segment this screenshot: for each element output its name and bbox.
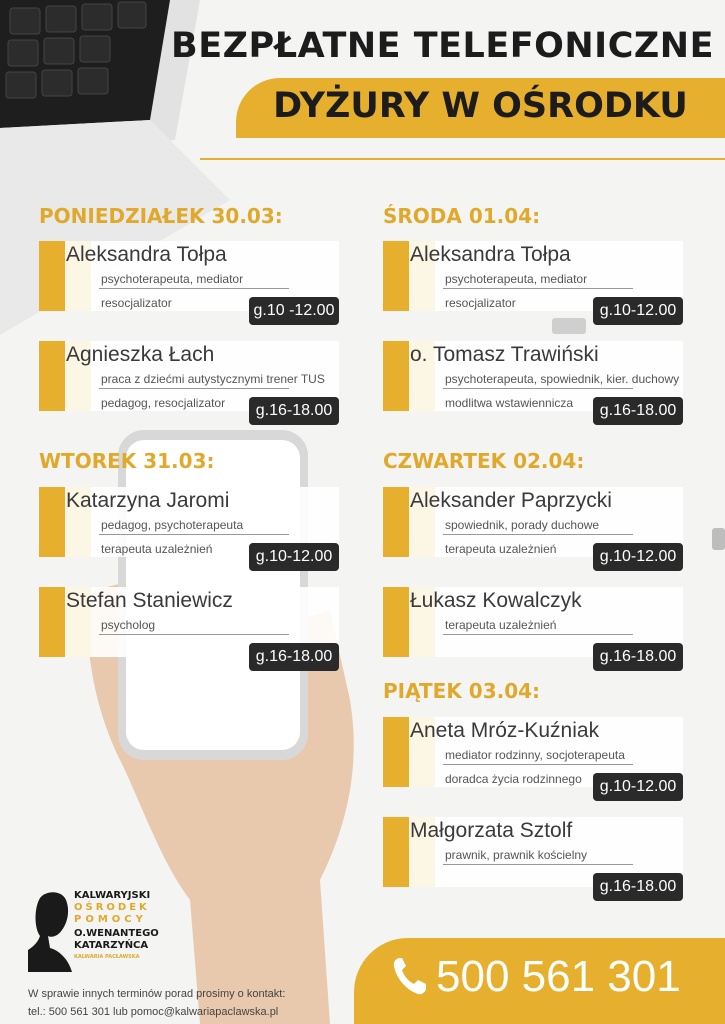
entry-role-secondary: terapeuta uzależnień — [445, 542, 557, 556]
entry-role: spowiednik, porady duchowe — [445, 518, 600, 532]
portrait-icon — [28, 888, 74, 972]
entry-role: pedagog, psychoterapeuta — [101, 518, 244, 532]
entry-name: Agnieszka Łach — [66, 343, 215, 366]
entry-role: prawnik, prawnik kościelny — [445, 848, 588, 862]
entry-name: Aneta Mróz-Kuźniak — [410, 719, 600, 742]
logo-line6: KALWARIA PACŁAWSKA — [74, 954, 140, 960]
entry-time-badge: g.10-12.00 — [593, 543, 683, 571]
contact-line2[interactable]: tel.: 500 561 301 lub pomoc@kalwariapaclawska.pl — [28, 1006, 279, 1018]
contact-info — [28, 985, 285, 1021]
entry-time-badge: g.16-18.00 — [593, 643, 683, 671]
entry-role: terapeuta uzależnień — [445, 618, 557, 632]
entry-name: Małgorzata Sztolf — [410, 819, 573, 842]
schedule-entry — [39, 587, 339, 669]
logo-line1: KALWARYJSKI — [74, 890, 151, 901]
schedule-entry — [383, 717, 683, 799]
schedule-entry — [39, 241, 339, 323]
schedule-entry — [383, 341, 683, 423]
entry-role: praca z dziećmi autystycznymi trener TUS — [101, 372, 325, 386]
entry-role: psychoterapeuta, mediator — [445, 272, 588, 286]
header-title-line2: DYŻURY W OŚRODKU — [273, 86, 688, 126]
entry-divider — [443, 534, 633, 535]
entry-divider — [443, 764, 633, 765]
entry-time-badge: g.16-18.00 — [593, 397, 683, 425]
phone-icon — [392, 956, 428, 996]
entry-time-badge: g.10-12.00 — [593, 773, 683, 801]
schedule-entry — [383, 241, 683, 323]
day-heading-friday: PIĄTEK 03.04: — [383, 679, 541, 703]
entry-time-badge: g.16-18.00 — [593, 873, 683, 901]
header-divider — [200, 158, 725, 160]
entry-name: o. Tomasz Trawiński — [410, 343, 599, 366]
schedule-entry — [39, 341, 339, 423]
entry-role: psycholog — [101, 618, 156, 632]
entry-divider — [443, 388, 633, 389]
logo-line3: POMOCY — [74, 914, 147, 925]
entry-name: Łukasz Kowalczyk — [410, 589, 582, 612]
entry-time-badge: g.10 -12.00 — [249, 297, 339, 325]
entry-divider — [99, 534, 289, 535]
entry-divider — [99, 288, 289, 289]
entry-name: Stefan Staniewicz — [66, 589, 233, 612]
schedule-entry — [383, 587, 683, 669]
schedule-entry — [39, 487, 339, 569]
organization-logo — [28, 888, 168, 972]
entry-role-secondary: resocjalizator — [101, 296, 172, 310]
day-heading-thursday: CZWARTEK 02.04: — [383, 449, 585, 473]
entry-divider — [99, 388, 289, 389]
entry-divider — [443, 864, 633, 865]
entry-role-secondary: doradca życia rodzinnego — [445, 772, 582, 786]
entry-time-badge: g.16-18.00 — [249, 643, 339, 671]
entry-role-secondary: terapeuta uzależnień — [101, 542, 213, 556]
entry-name: Aleksander Paprzycki — [410, 489, 612, 512]
entry-role-secondary: modlitwa wstawiennicza — [445, 396, 574, 410]
entry-divider — [99, 634, 289, 635]
entry-role: psychoterapeuta, spowiednik, kier. duchowy — [445, 372, 680, 386]
header-title-line1: BEZPŁATNE TELEFONICZNE — [171, 26, 714, 66]
entry-time-badge: g.10-12.00 — [249, 543, 339, 571]
day-heading-wednesday: ŚRODA 01.04: — [383, 204, 541, 228]
entry-name: Katarzyna Jaromi — [66, 489, 230, 512]
logo-line4: O.WENANTEGO — [74, 928, 159, 939]
entry-time-badge: g.10-12.00 — [593, 297, 683, 325]
entry-role: mediator rodzinny, socjoterapeuta — [445, 748, 625, 762]
day-heading-tuesday: WTOREK 31.03: — [39, 449, 215, 473]
entry-role-secondary: pedagog, resocjalizator — [101, 396, 226, 410]
contact-line1: W sprawie innych terminów porad prosimy o kontakt: — [28, 988, 286, 1000]
entry-name: Aleksandra Tołpa — [66, 243, 227, 266]
schedule-entry — [383, 817, 683, 899]
entry-time-badge: g.16-18.00 — [249, 397, 339, 425]
day-heading-monday: PONIEDZIAŁEK 30.03: — [39, 204, 283, 228]
entry-divider — [443, 288, 633, 289]
phone-number[interactable]: 500 561 301 — [436, 952, 681, 1001]
logo-line5: KATARZYŃCA — [74, 940, 149, 951]
logo-line2: OŚRODEK — [74, 902, 150, 913]
entry-divider — [443, 634, 633, 635]
entry-name: Aleksandra Tołpa — [410, 243, 571, 266]
schedule-entry — [383, 487, 683, 569]
entry-role: psychoterapeuta, mediator — [101, 272, 244, 286]
entry-role-secondary: resocjalizator — [445, 296, 516, 310]
